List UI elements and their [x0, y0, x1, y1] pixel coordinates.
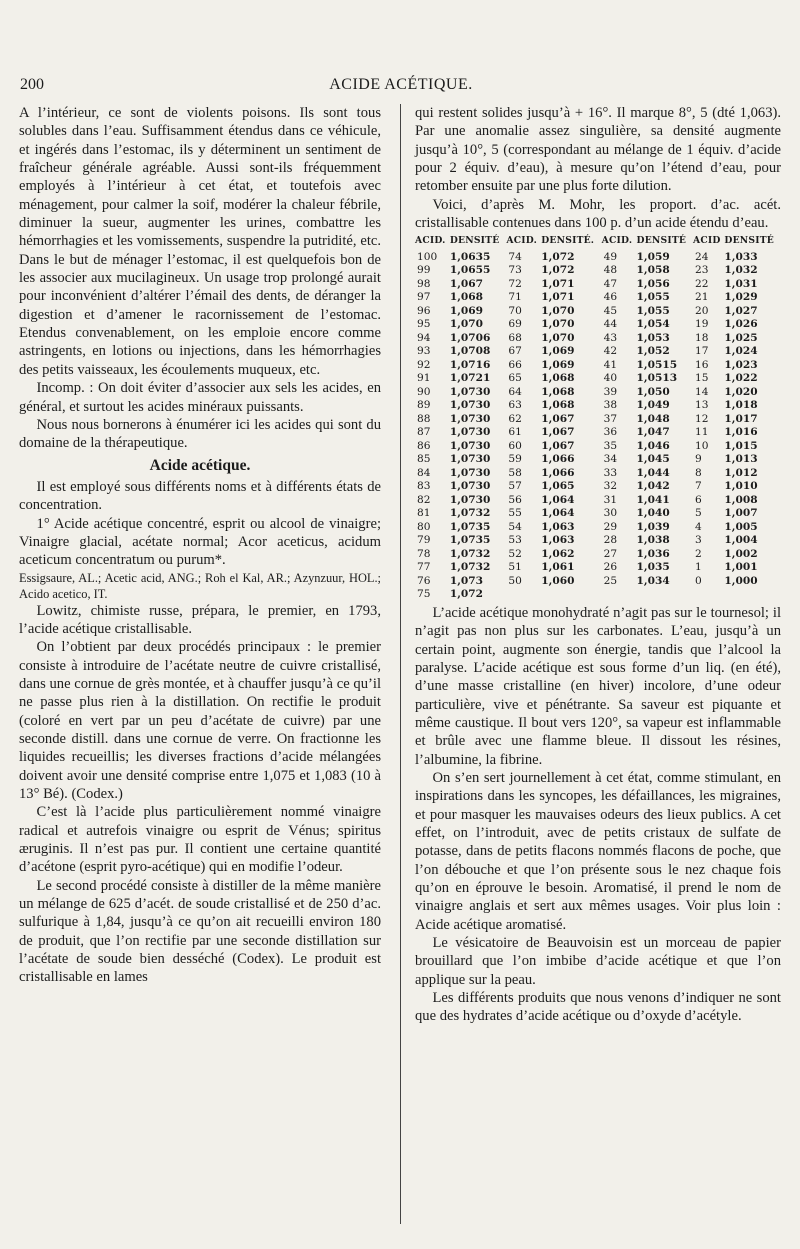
acid-cell: 34 [603, 453, 618, 466]
density-cell [637, 588, 694, 602]
density-cell: 1,032 [724, 264, 758, 277]
density-cell: 1,013 [724, 453, 758, 466]
density-cell: 1,007 [724, 507, 758, 520]
paragraph: Voici, d’après M. Mohr, les proport. d’ac. acét. cristallisable contenues dans 100 p. d’un acide étendu d’eau. [415, 196, 781, 232]
density-cell: 1,0735 [449, 520, 491, 533]
acid-cell: 27 [603, 547, 618, 560]
acid-cell: 93 [417, 345, 431, 358]
table-header-cell: ACID [693, 235, 721, 247]
acid-cell: 76 [417, 574, 431, 587]
synonyms-line: Essigsaure, AL.; Acetic acid, ANG.; Roh el Kal, AR.; Azynzuur, HOL.; Acido acetico, IT. [19, 570, 381, 601]
density-cell: 1,029 [724, 291, 758, 304]
density-cell: 1,036 [636, 547, 670, 560]
table-row [415, 251, 781, 265]
density-cell: 1,0730 [449, 453, 491, 466]
density-cell: 1,061 [541, 561, 575, 574]
density-cell: 1,046 [636, 439, 670, 452]
density-cell: 1,054 [636, 318, 670, 331]
table-row [415, 278, 781, 292]
table-row [415, 575, 781, 589]
acid-cell: 81 [417, 507, 431, 520]
table-row [415, 318, 781, 332]
acid-cell [602, 588, 637, 602]
table-header-cell: ACID. [415, 235, 446, 247]
density-cell: 1,039 [636, 520, 670, 533]
acid-cell: 5 [695, 507, 702, 520]
acid-cell: 8 [695, 466, 702, 479]
acid-cell: 75 [417, 588, 431, 601]
density-cell: 1,0655 [449, 264, 491, 277]
density-cell: 1,016 [724, 426, 758, 439]
acid-cell: 98 [417, 277, 431, 290]
density-cell: 1,0732 [449, 547, 491, 560]
acid-cell: 68 [508, 331, 522, 344]
density-cell: 1,066 [541, 466, 575, 479]
paragraph: On l’obtient par deux procédés principaux : le premier consiste à introduire de l’acétate neutre de cuivre cristallisé, dans une cornue de grès montée, et à chauffer jusqu’à ce qu’il ne passe plus rien à la distillation. On rectifie le produit (coloré en vert par un peu d’acétate de cuivre) par une seconde distill. dans une cornue de verre. On fractionne les liquides recueillis; les diverses fractions d’acide mélangées doivent avoir une densité comprise entre 1,075 et 1,083 (10 à 13° Bé). (Codex.) [19, 639, 381, 803]
density-cell: 1,033 [724, 250, 758, 263]
acid-cell: 96 [417, 304, 431, 317]
table-row [415, 291, 781, 305]
acid-cell: 67 [508, 345, 522, 358]
density-cell: 1,045 [636, 453, 670, 466]
density-cell: 1,060 [541, 574, 575, 587]
density-cell [541, 588, 601, 602]
acid-cell: 64 [508, 385, 522, 398]
table-header-cell: DENSITÉ. [541, 235, 595, 247]
acid-cell: 95 [417, 318, 431, 331]
acid-cell: 90 [417, 385, 431, 398]
acid-cell: 13 [695, 399, 709, 412]
density-cell: 1,020 [724, 385, 758, 398]
density-cell: 1,071 [541, 291, 575, 304]
acid-cell: 78 [417, 547, 431, 560]
acid-cell: 61 [508, 426, 522, 439]
density-cell: 1,018 [724, 399, 758, 412]
acid-cell: 7 [695, 480, 702, 493]
density-cell: 1,022 [724, 372, 758, 385]
acid-cell: 57 [508, 480, 522, 493]
acid-cell: 20 [695, 304, 709, 317]
acid-cell: 10 [695, 439, 709, 452]
acid-cell: 58 [508, 466, 522, 479]
density-cell: 1,056 [636, 277, 670, 290]
paragraph: Le second procédé consiste à distiller de la même manière un mélange de 625 d’acét. de soude cristallisé et de 250 d’ac. sulfurique à 1,84, jusqu’à ce qu’on ait recueilli environ 180 de produit, que l’on rectifie par une seconde distillation sur l’acétate de soude bien desséché (Codex). Le produit est cristallisable en lames [19, 877, 381, 986]
density-cell: 1,034 [636, 574, 670, 587]
density-cell: 1,040 [636, 507, 670, 520]
acid-cell: 44 [603, 318, 618, 331]
density-cell: 1,065 [541, 480, 575, 493]
acid-cell: 92 [417, 358, 431, 371]
density-cell: 1,0735 [449, 534, 491, 547]
table-row [415, 332, 781, 346]
acid-cell: 16 [695, 358, 709, 371]
density-cell: 1,047 [636, 426, 670, 439]
acid-cell: 43 [603, 331, 618, 344]
acid-cell: 28 [603, 534, 618, 547]
density-cell: 1,058 [636, 264, 670, 277]
acid-cell: 71 [508, 291, 522, 304]
density-cell: 1,072 [541, 250, 575, 263]
acid-cell: 70 [508, 304, 522, 317]
density-cell: 1,0730 [449, 466, 491, 479]
table-row [415, 413, 781, 427]
paragraph: L’acide acétique monohydraté n’agit pas sur le tournesol; il n’agit pas non plus sur les carbonates. L’eau, jusqu’à un certain point, augmente son énergie, tandis que l’alcool la paralyse. L’acide acétique est sous forme d’un liq. (en été), d’une masse cristalline (en hiver) incolore, d’une odeur particulière, vive et pénétrante. Sa saveur est piquante et même caustique. Il bout vers 120°, sa vapeur est inflammable et brûle avec une flamme bleue. Il dissout les résines, l’albumine, la fibrine. [415, 604, 781, 768]
density-cell: 1,000 [724, 574, 758, 587]
acid-cell: 12 [695, 412, 709, 425]
table-row [415, 453, 781, 467]
density-cell: 1,023 [724, 358, 758, 371]
acid-cell: 62 [508, 412, 522, 425]
table-row [415, 372, 781, 386]
density-cell: 1,012 [724, 466, 758, 479]
table-body [415, 251, 781, 602]
density-cell: 1,067 [541, 426, 575, 439]
acid-cell: 94 [417, 331, 431, 344]
acid-cell: 82 [417, 493, 431, 506]
table-row [415, 359, 781, 373]
acid-cell: 52 [508, 547, 522, 560]
density-cell: 1,0730 [449, 399, 491, 412]
table-row [415, 507, 781, 521]
density-cell: 1,073 [449, 574, 484, 587]
table-row [415, 467, 781, 481]
density-cell: 1,063 [541, 534, 575, 547]
acid-cell: 73 [508, 264, 522, 277]
acid-cell: 21 [695, 291, 709, 304]
acid-cell: 97 [417, 291, 431, 304]
acid-cell: 40 [603, 372, 618, 385]
acid-cell: 85 [417, 453, 431, 466]
density-cell: 1,010 [724, 480, 758, 493]
density-cell: 1,0730 [449, 493, 491, 506]
acid-cell: 32 [603, 480, 618, 493]
density-cell: 1,070 [541, 318, 575, 331]
acid-cell: 14 [695, 385, 709, 398]
acid-cell: 37 [603, 412, 618, 425]
table-row [415, 440, 781, 454]
acid-cell [693, 588, 724, 602]
acid-cell: 42 [603, 345, 618, 358]
density-cell: 1,072 [449, 588, 484, 601]
acid-cell: 51 [508, 561, 522, 574]
density-cell: 1,063 [541, 520, 575, 533]
density-table [415, 234, 781, 602]
density-cell: 1,069 [541, 345, 575, 358]
density-cell: 1,041 [636, 493, 670, 506]
acid-cell: 45 [603, 304, 618, 317]
table-row [415, 345, 781, 359]
acid-cell: 83 [417, 480, 431, 493]
density-cell: 1,0732 [449, 561, 491, 574]
table-row [415, 399, 781, 413]
acid-cell: 88 [417, 412, 431, 425]
acid-cell: 55 [508, 507, 522, 520]
density-cell: 1,069 [541, 358, 575, 371]
section-heading: Acide acétique. [149, 456, 251, 474]
acid-cell: 23 [695, 264, 709, 277]
density-cell: 1,062 [541, 547, 575, 560]
density-cell: 1,002 [724, 547, 758, 560]
density-cell: 1,0730 [449, 412, 491, 425]
acid-cell: 0 [695, 574, 702, 587]
density-cell: 1,0730 [449, 426, 491, 439]
acid-cell: 4 [695, 520, 702, 533]
acid-cell: 2 [695, 547, 702, 560]
acid-cell: 59 [508, 453, 522, 466]
acid-cell: 72 [508, 277, 522, 290]
acid-cell: 77 [417, 561, 431, 574]
density-cell [724, 588, 781, 602]
acid-cell: 100 [417, 250, 438, 263]
acid-cell [506, 588, 541, 602]
table-row [415, 521, 781, 535]
density-cell: 1,067 [449, 277, 484, 290]
density-cell: 1,064 [541, 493, 575, 506]
density-cell: 1,068 [449, 291, 484, 304]
density-cell: 1,068 [541, 399, 575, 412]
left-column [19, 104, 381, 987]
acid-cell: 60 [508, 439, 522, 452]
density-cell: 1,049 [636, 399, 670, 412]
density-cell: 1,0716 [449, 358, 491, 371]
acid-cell: 11 [695, 426, 709, 439]
density-cell: 1,064 [541, 507, 575, 520]
acid-cell: 69 [508, 318, 522, 331]
acid-cell: 46 [603, 291, 618, 304]
density-cell: 1,031 [724, 277, 758, 290]
table-row [415, 426, 781, 440]
density-cell: 1,066 [541, 453, 575, 466]
density-cell: 1,001 [724, 561, 758, 574]
density-cell: 1,0730 [449, 385, 491, 398]
density-cell: 1,026 [724, 318, 758, 331]
acid-cell: 29 [603, 520, 618, 533]
acid-cell: 19 [695, 318, 709, 331]
paragraph: On s’en sert journellement à cet état, comme stimulant, en inspirations dans les syncopes, les défaillances, les migraines, et pour masquer les mauvaises odeurs des lieux publics. A cet effet, on l’introduit, avec de petits cristaux de sulfate de potasse, dans de petits flacons nommés flacons de poche, que l’on débouche et que l’on présente sous le nez chaque fois qu’on en éprouve le besoin. Aromatisé, il prend le nom de vinaigre anglais et sert aux mêmes usages. Voir plus loin : Acide acétique aromatisé. [415, 770, 781, 933]
acid-cell: 6 [695, 493, 702, 506]
acid-cell: 31 [603, 493, 618, 506]
paragraph: Il est employé sous différents noms et à différents états de concentration. [19, 478, 381, 514]
density-cell: 1,053 [636, 331, 670, 344]
density-cell: 1,067 [541, 412, 575, 425]
acid-cell: 15 [695, 372, 709, 385]
acid-cell: 41 [603, 358, 618, 371]
column-divider [400, 104, 401, 1224]
acid-cell: 89 [417, 399, 431, 412]
acid-cell: 24 [695, 250, 709, 263]
density-cell: 1,068 [541, 385, 575, 398]
density-cell: 1,068 [541, 372, 575, 385]
acid-cell: 84 [417, 466, 431, 479]
acid-cell: 38 [603, 399, 618, 412]
paragraph: A l’intérieur, ce sont de violents poisons. Ils sont tous solubles dans l’eau. Suffisamment étendus dans ce véhicule, et ingérés dans l’estomac, ils y déterminent un sentiment de fraîcheur générale agréable. Aussi sont-ils fréquemment employés à l’intérieur à cet état, et toutefois avec ménagement, pour calmer la soif, modérer la chaleur fébrile, diminuer la sueur, augmenter les urines, combattre les hémorrhagies et les vomissements, suspendre la putridité, etc. Dans le but de ménager l’estomac, il est quelquefois bon de les associer aux mucilagineux. Un usage trop prolongé aurait pour inconvénient d’altérer l’émail des dents, de déranger la digestion et d’amener le racornissement de l’estomac. Etendus convenablement, on les emploie encore comme astringents, en lotions ou injections, dans les hémorrhagies des petits vaisseaux, les écoulements muqueux, etc. [19, 105, 381, 378]
table-header-cell: DENSITÉ [724, 235, 774, 247]
acid-cell: 74 [508, 250, 522, 263]
acid-cell: 54 [508, 520, 522, 533]
acid-cell: 30 [603, 507, 618, 520]
density-cell: 1,071 [541, 277, 575, 290]
acid-cell: 39 [603, 385, 618, 398]
density-cell: 1,0515 [636, 358, 678, 371]
acid-cell: 48 [603, 264, 618, 277]
paragraph: Les différents produits que nous venons d’indiquer ne sont que des hydrates d’acide acétique ou d’oxyde d’acétyle. [415, 990, 781, 1025]
table-header-cell: ACID. [506, 235, 537, 247]
table-row [415, 264, 781, 278]
table-header-cell: DENSITÉ [636, 235, 687, 247]
paragraph: C’est là l’acide plus particulièrement nommé vinaigre radical et autrefois vinaigre ou esprit de Vénus; spiritus æruginis. Il n’est pas pur. Il contient une certaine quantité d’acétone (esprit pyro-acétique) qui en modifie l’odeur. [19, 804, 381, 876]
table-row [415, 588, 781, 602]
density-cell: 1,042 [636, 480, 670, 493]
density-cell: 1,0730 [449, 439, 491, 452]
density-cell: 1,055 [636, 291, 670, 304]
density-cell: 1,015 [724, 439, 758, 452]
acid-cell: 18 [695, 331, 709, 344]
acid-cell: 50 [508, 574, 522, 587]
density-cell: 1,008 [724, 493, 758, 506]
acid-cell: 47 [603, 277, 618, 290]
density-cell: 1,0513 [636, 372, 678, 385]
acid-cell: 91 [417, 372, 431, 385]
table-header-cell: ACID. [601, 235, 633, 247]
density-cell: 1,0635 [449, 250, 491, 263]
density-cell: 1,059 [636, 250, 670, 263]
acid-cell: 79 [417, 534, 431, 547]
running-title: ACIDE ACÉTIQUE. [329, 76, 473, 93]
density-cell: 1,0721 [449, 372, 491, 385]
paragraph: Lowitz, chimiste russe, prépara, le premier, en 1793, l’acide acétique cristallisable. [19, 602, 381, 637]
acid-cell: 87 [417, 426, 431, 439]
paragraph: 1° Acide acétique concentré, esprit ou alcool de vinaigre; Vinaigre glacial, acétate normal; Acor aceticus, acidum aceticum concentratum ou purum*. [19, 515, 381, 569]
acid-cell: 56 [508, 493, 522, 506]
acid-cell: 25 [603, 574, 618, 587]
density-cell: 1,048 [636, 412, 670, 425]
acid-cell: 9 [695, 453, 702, 466]
paragraph: Le vésicatoire de Beauvoisin est un morceau de papier brouillard que l’on imbibe d’acide acétique et que l’on applique sur la peau. [415, 935, 781, 988]
acid-cell: 26 [603, 561, 618, 574]
density-cell: 1,0706 [449, 331, 491, 344]
acid-cell: 22 [695, 277, 709, 290]
table-row [415, 548, 781, 562]
density-cell: 1,067 [541, 439, 575, 452]
acid-cell: 65 [508, 372, 522, 385]
paragraph: Incomp. : On doit éviter d’associer aux sels les acides, en général, et surtout les acides minéraux puissants. [19, 380, 381, 415]
acid-cell: 53 [508, 534, 522, 547]
density-cell: 1,072 [541, 264, 575, 277]
density-cell: 1,044 [636, 466, 670, 479]
acid-cell: 17 [695, 345, 709, 358]
acid-cell: 36 [603, 426, 618, 439]
density-cell: 1,052 [636, 345, 670, 358]
table-row [415, 480, 781, 494]
density-cell: 1,035 [636, 561, 670, 574]
right-column [415, 104, 781, 1026]
acid-cell: 63 [508, 399, 522, 412]
acid-cell: 3 [695, 534, 702, 547]
density-cell: 1,038 [636, 534, 670, 547]
acid-cell: 86 [417, 439, 431, 452]
density-cell: 1,004 [724, 534, 758, 547]
paragraph: Nous nous bornerons à énumérer ici les acides qui sont du domaine de la thérapeutique. [19, 416, 381, 452]
table-row [415, 534, 781, 548]
density-cell: 1,024 [724, 345, 758, 358]
paragraph: qui restent solides jusqu’à + 16°. Il marque 8°, 5 (dté 1,063). Par une anomalie assez singulière, sa densité augmente jusqu’à 10°, 5 (correspondant au mélange de 1 équiv. d’acide pour 2 équiv. d’eau), à mesure qu’on l’étend d’eau, pour retomber ensuite par une plus forte dilution. [415, 105, 781, 195]
acid-cell: 49 [603, 250, 618, 263]
acid-cell: 66 [508, 358, 522, 371]
density-cell: 1,0732 [449, 507, 491, 520]
density-cell: 1,055 [636, 304, 670, 317]
table-row [415, 561, 781, 575]
acid-cell: 33 [603, 466, 618, 479]
density-cell: 1,0730 [449, 480, 491, 493]
acid-cell: 80 [417, 520, 431, 533]
table-row [415, 305, 781, 319]
density-cell: 1,025 [724, 331, 758, 344]
table-header-cell: DENSITÉ [449, 235, 500, 247]
page-header [20, 76, 782, 100]
density-cell: 1,0708 [449, 345, 491, 358]
density-cell: 1,070 [449, 318, 484, 331]
page-number: 200 [20, 76, 44, 93]
acid-cell: 99 [417, 264, 431, 277]
table-row [415, 494, 781, 508]
density-cell: 1,070 [541, 304, 575, 317]
table-header-row [415, 234, 781, 251]
density-cell: 1,017 [724, 412, 758, 425]
density-cell: 1,069 [449, 304, 484, 317]
acid-cell: 35 [603, 439, 618, 452]
acid-cell: 1 [695, 561, 702, 574]
table-row [415, 386, 781, 400]
density-cell: 1,005 [724, 520, 758, 533]
density-cell: 1,070 [541, 331, 575, 344]
density-cell: 1,027 [724, 304, 758, 317]
density-cell: 1,050 [636, 385, 670, 398]
